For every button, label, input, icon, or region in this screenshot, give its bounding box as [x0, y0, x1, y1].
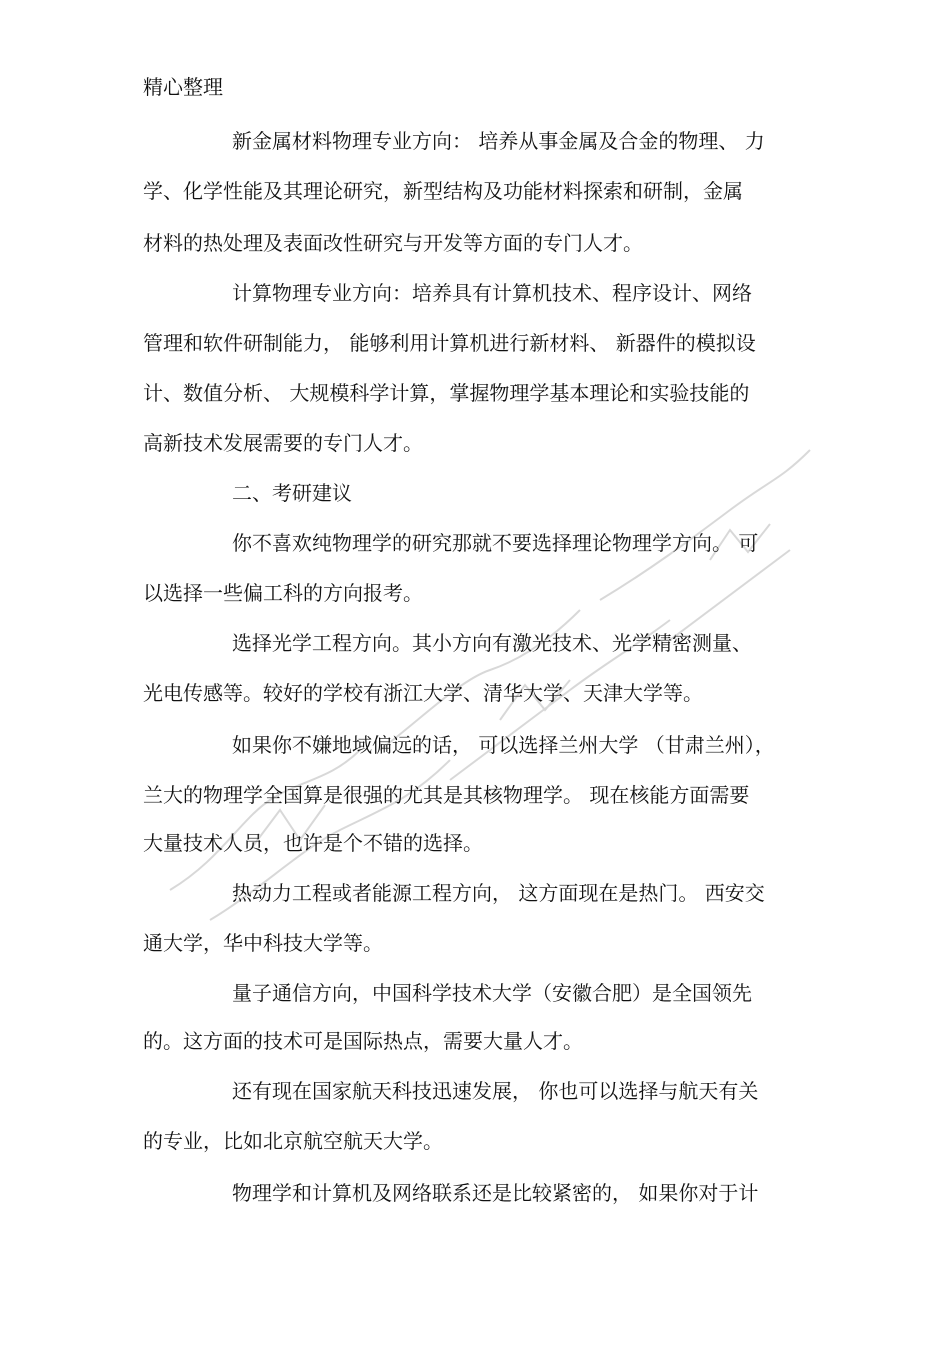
text-line: 量子通信方向，中国科学技术大学（安徽合肥）是全国领先 [232, 981, 752, 1005]
text-line: 物理学和计算机及网络联系还是比较紧密的， 如果你对于计 [232, 1181, 759, 1205]
text-line: 通大学，华中科技大学等。 [143, 931, 383, 955]
text-line: 你不喜欢纯物理学的研究那就不要选择理论物理学方向。 可 [232, 531, 759, 555]
text-line: 的专业，比如北京航空航天大学。 [143, 1129, 443, 1153]
text-line: 选择光学工程方向。其小方向有激光技术、光学精密测量、 [232, 631, 752, 655]
text-line: 光电传感等。较好的学校有浙江大学、清华大学、天津大学等。 [143, 681, 703, 705]
text-line: 计算物理专业方向：培养具有计算机技术、程序设计、网络 [232, 281, 752, 305]
text-line: 热动力工程或者能源工程方向， 这方面现在是热门。 西安交 [232, 881, 765, 905]
text-line: 新金属材料物理专业方向： 培养从事金属及合金的物理、 力 [232, 129, 765, 153]
text-line: 计、数值分析、 大规模科学计算，掌握物理学基本理论和实验技能的 [143, 381, 750, 405]
text-line: 的。这方面的技术可是国际热点，需要大量人才。 [143, 1029, 583, 1053]
text-line: 以选择一些偏工科的方向报考。 [143, 581, 423, 605]
text-line: 高新技术发展需要的专门人才。 [143, 431, 423, 455]
text-line: 还有现在国家航天科技迅速发展， 你也可以选择与航天有关 [232, 1079, 759, 1103]
text-line: 管理和软件研制能力， 能够利用计算机进行新材料、 新器件的模拟设 [143, 331, 756, 355]
section-heading: 二、考研建议 [232, 481, 352, 505]
text-line: 大量技术人员，也许是个不错的选择。 [143, 831, 483, 855]
text-line: 兰大的物理学全国算是很强的尤其是其核物理学。 现在核能方面需要 [143, 783, 750, 807]
page-header: 精心整理 [143, 75, 223, 99]
text-line: 材料的热处理及表面改性研究与开发等方面的专门人才。 [143, 231, 643, 255]
text-line: 如果你不嫌地域偏远的话， 可以选择兰州大学 （甘肃兰州）， [232, 733, 775, 757]
text-line: 学、化学性能及其理论研究，新型结构及功能材料探索和研制，金属 [143, 179, 743, 203]
